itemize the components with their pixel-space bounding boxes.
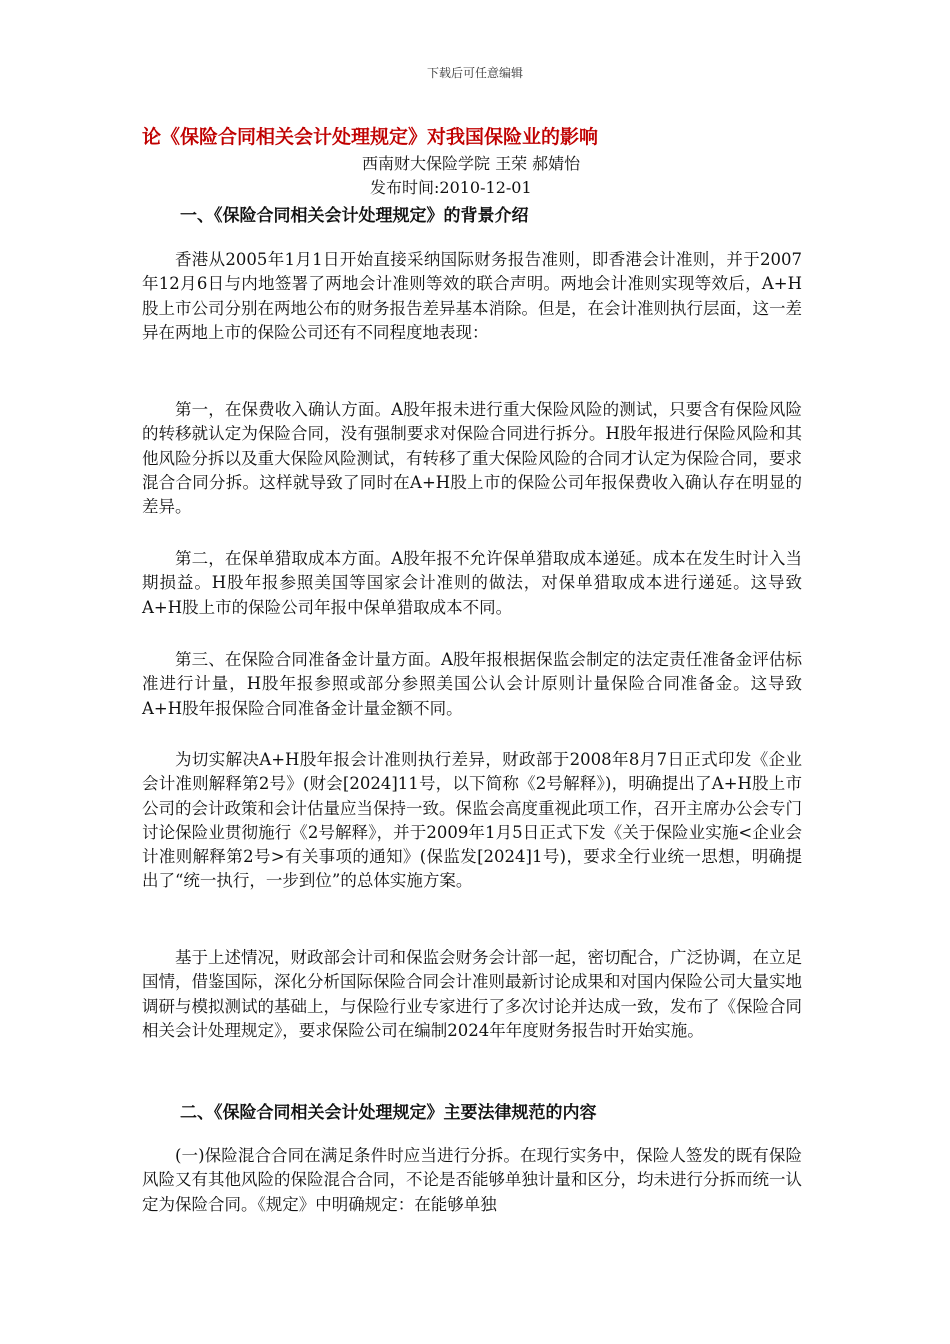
paragraph-6: 基于上述情况，财政部会计司和保监会财务会计部一起，密切配合，广泛协调，在立足国情，借鉴国际，深化分析国际保险合同会计准则最新讨论成果和对国内保险公司大量实地调研与模拟测试的基础上，与保险行业专家进行了多次讨论并达成一致，发布了《保险合同相关会计处理规定》，要求保险公司在编制2024年年度财务报告时开始实施。 (142, 948, 802, 1040)
paragraph-4: 第三、在保险合同准备金计量方面。A股年报根据保监会制定的法定责任准备金评估标准进行计量，H股年报参照或部分参照美国公认会计原则计量保险合同准备金。这导致A+H股年报保险合同准备金计量金额不同。 (142, 650, 802, 718)
publish-date: 发布时间:2010-12-01 (370, 178, 532, 197)
paragraph-5: 为切实解决A+H股年报会计准则执行差异，财政部于2008年8月7日正式印发《企业会计准则解释第2号》(财会[2024]11号，以下简称《2号解释》)，明确提出了A+H股上市公司的会计政策和会计估量应当保持一致。保监会高度重视此项工作，召开主席办公会专门讨论保险业贯彻施行《2号解释》，并于2009年1月5日正式下发《关于保险业实施<企业会计准则解释第2号>有关事项的通知》(保监发[2024]1号)，要求全行业统一思想，明确提出了“统一执行，一步到位”的总体实施方案。 (142, 750, 802, 891)
paragraph-2: 第一，在保费收入确认方面。A股年报未进行重大保险风险的测试，只要含有保险风险的转移就认定为保险合同，没有强制要求对保险合同进行拆分。H股年报进行保险风险和其他风险分拆以及重大保险风险测试，有转移了重大保险风险的合同才认定为保险合同，要求混合合同分拆。这样就导致了同时在A+H股上市的保险公司年报保费收入确认存在明显的差异。 (142, 400, 802, 517)
header-note: 下载后可任意编辑 (426, 66, 523, 80)
paragraph-3: 第二，在保单猎取成本方面。A股年报不允许保单猎取成本递延。成本在发生时计入当期损益。H股年报参照美国等国家会计准则的做法，对保单猎取成本进行递延。这导致A+H股上市的保险公司年报中保单猎取成本不同。 (142, 549, 802, 617)
section-heading-1: 一、《保险合同相关会计处理规定》的背景介绍 (180, 206, 529, 226)
paragraph-1: 香港从2005年1月1日开始直接采纳国际财务报告准则，即香港会计准则，并于2007年12月6日与内地签署了两地会计准则等效的联合声明。两地会计准则实现等效后，A+H股上市公司分别在两地公布的财务报告差异基本消除。但是，在会计准则执行层面，这一差异在两地上市的保险公司还有不同程度地表现： (142, 250, 802, 342)
section-heading-2: 二、《保险合同相关会计处理规定》主要法律规范的内容 (180, 1103, 597, 1123)
author-line: 西南财大保险学院 王荣 郝婧怡 (362, 154, 581, 173)
document-title: 论《保险合同相关会计处理规定》对我国保险业的影响 (142, 126, 599, 148)
paragraph-7: (一)保险混合合同在满足条件时应当进行分拆。在现行实务中，保险人签发的既有保险风险又有其他风险的保险混合合同，不论是否能够单独计量和区分，均未进行分拆而统一认定为保险合同。《规定》中明确规定：在能够单独 (142, 1146, 802, 1214)
